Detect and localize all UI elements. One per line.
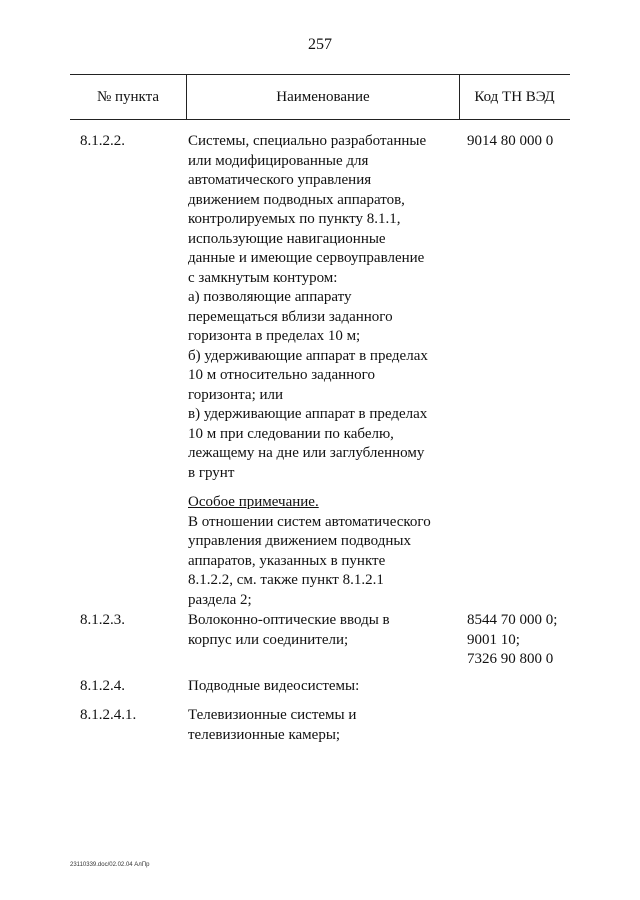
note-line: аппаратов, указанных в пункте	[188, 552, 386, 569]
text-line: автоматического управления	[188, 172, 372, 188]
text-line: лежащему на дне или заглубленному	[188, 445, 425, 461]
text-line: данные и имеющие сервоуправление	[188, 250, 425, 266]
text-line: Подводные видеосистемы:	[188, 678, 360, 694]
text-line: или модифицированные для	[188, 152, 369, 169]
text-line: перемещаться вблизи заданного	[188, 308, 393, 325]
code-line: 9014 80 000 0	[467, 133, 554, 149]
text-line: телевизионные камеры;	[188, 726, 341, 743]
text-line: корпус или соединители;	[188, 631, 349, 648]
table-header	[70, 74, 570, 120]
special-note	[188, 493, 463, 610]
text-line: б) удерживающие аппарат в пределах	[188, 347, 428, 364]
header-code: Код ТН ВЭД	[474, 89, 555, 105]
text-line: 10 м относительно заданного	[188, 367, 375, 383]
text-line: движением подводных аппаратов,	[188, 191, 405, 208]
item-name	[188, 132, 463, 610]
code-line: 7326 90 800 0	[467, 651, 554, 667]
text-line: с замкнутым контуром:	[188, 269, 338, 286]
text-line: в) удерживающие аппарат в пределах	[188, 406, 428, 422]
item-number: 8.1.2.4.	[80, 678, 125, 694]
text-line: 10 м при следовании по кабелю,	[188, 425, 394, 442]
text-line: горизонта в пределах 10 м;	[188, 328, 361, 344]
note-line: управления движением подводных	[188, 533, 411, 549]
text-line: в грунт	[188, 464, 235, 481]
text-line: а) позволяющие аппарату	[188, 289, 352, 305]
item-number: 8.1.2.4.1.	[80, 707, 137, 723]
text-line: Системы, специально разработанные	[188, 133, 427, 149]
item-name	[188, 677, 463, 697]
text-line: контролируемых по пункту 8.1.1,	[188, 211, 401, 227]
item-code	[467, 611, 607, 670]
note-line: раздела 2;	[188, 591, 252, 608]
item-name	[188, 706, 463, 745]
header-item-number: № пункта	[96, 89, 160, 105]
note-title: Особое примечание.	[188, 494, 319, 510]
text-line: горизонта; или	[188, 386, 284, 403]
item-code	[467, 132, 607, 152]
page-number: 257	[308, 36, 332, 53]
item-number: 8.1.2.2.	[80, 133, 125, 149]
code-line: 9001 10;	[467, 631, 520, 648]
text-line: Телевизионные системы и	[188, 707, 357, 723]
text-line: Волоконно-оптические вводы в	[188, 612, 390, 628]
document-footer: 23110339.doc/02.02.04 АлПр	[70, 862, 150, 868]
note-line: В отношении систем автоматического	[188, 513, 431, 530]
header-name: Наименование	[186, 75, 460, 119]
item-number: 8.1.2.3.	[80, 612, 125, 628]
note-line: 8.1.2.2, см. также пункт 8.1.2.1	[188, 572, 384, 588]
item-name	[188, 611, 463, 650]
code-line: 8544 70 000 0;	[467, 612, 558, 628]
text-line: использующие навигационные	[188, 230, 386, 247]
